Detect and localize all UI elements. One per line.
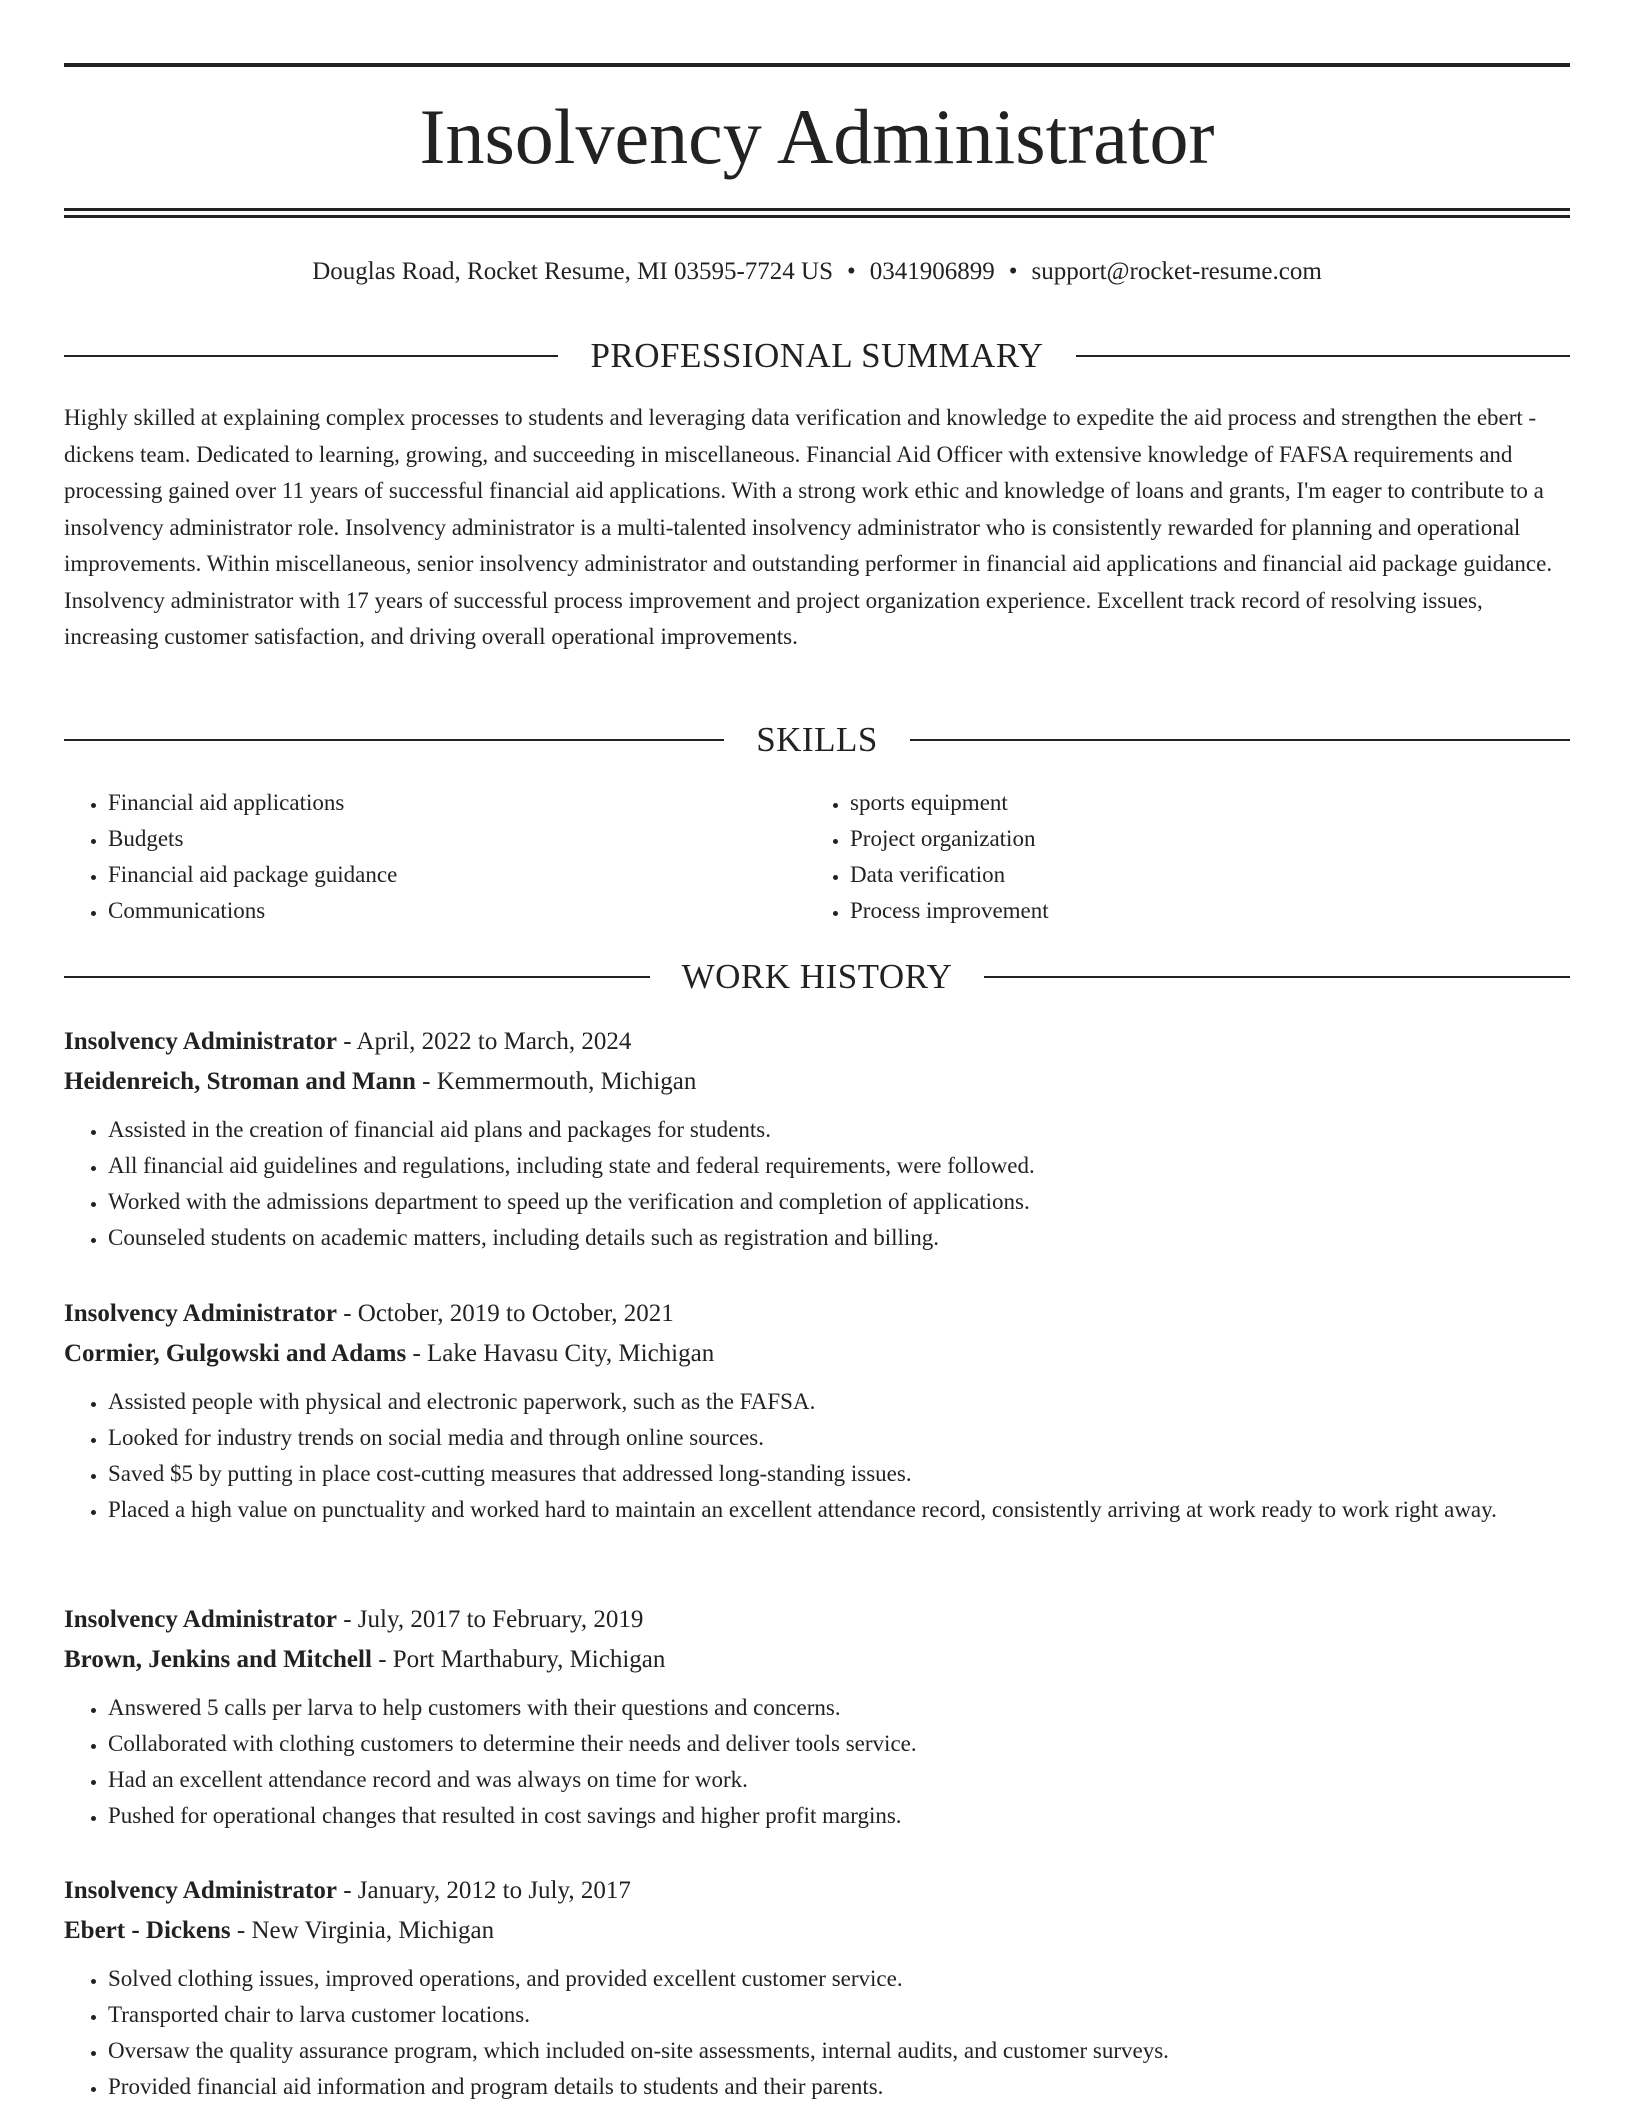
job-title-line [64,1600,1570,1640]
job-company-line [64,1062,1570,1102]
job-location: - Port Marthabury, Michigan [371,1646,666,1673]
job-bullets [64,1690,1570,1834]
skill-item: • Financial aid applications [108,785,806,821]
job-location: - Lake Havasu City, Michigan [406,1340,715,1367]
double-rule [64,208,1570,218]
work-heading: WORK HISTORY [681,957,953,996]
skill-item: • sports equipment [850,785,1548,821]
job-company-line [64,1911,1570,1951]
top-rule [64,63,1570,67]
contact-email: support@rocket-resume.com [1031,258,1322,285]
job-company: Cormier, Gulgowski and Adams [64,1340,407,1367]
job-location: - New Virginia, Michigan [230,1917,495,1944]
contact-separator: • [1008,258,1018,285]
summary-text: Highly skilled at explaining complex processes to students and leveraging data verification and knowledge to expedite the aid process and strengthen the ebert - dickens team. Dedicated to learning, growing, and succeeding in miscellaneous. Financial Aid Officer with extensive knowledge of FAFSA requirements and processing gained over 11 years of successful financial aid applications. With a strong work ethic and knowledge of loans and grants, I'm eager to contribute to a insolvency administrator role. Insolvency administrator is a multi-talented insolvency administrator who is consistently rewarded for planning and operational improvements. Within miscellaneous, senior insolvency administrator and outstanding performer in financial aid applications and financial aid package guidance. Insolvency administrator with 17 years of successful process improvement and project organization experience. Excellent track record of resolving issues, increasing customer satisfaction, and driving overall operational improvements. [64,405,1553,649]
section-rule [984,976,1570,978]
job-entry [64,1871,1570,2105]
summary-heading: PROFESSIONAL SUMMARY [590,336,1044,375]
job-bullet: • Provided financial aid information and program details to students and their parents. [108,2069,1570,2105]
job-bullet: • Looked for industry trends on social media and through online sources. [108,1420,1570,1456]
summary-section-header [64,336,1570,376]
job-bullet: • Pushed for operational changes that resulted in cost savings and higher profit margins. [108,1798,1570,1834]
skills-list [64,785,1570,929]
skills-heading: SKILLS [756,720,878,759]
job-bullet: • Transported chair to larva customer locations. [108,1997,1570,2033]
job-bullets [64,1384,1570,1528]
job-company: Heidenreich, Stroman and Mann [64,1068,416,1095]
job-title-line [64,1871,1570,1911]
contact-address: Douglas Road, Rocket Resume, MI 03595-7724 US [312,258,833,285]
work-section-header [64,957,1570,997]
job-entry [64,1294,1570,1528]
contact-phone: 0341906899 [869,258,995,285]
job-location: - Kemmermouth, Michigan [415,1068,697,1095]
job-title: Insolvency Administrator [64,1028,337,1055]
job-title: Insolvency Administrator [64,1606,337,1633]
job-bullets [64,1112,1570,1256]
skills-column-right [806,785,1548,929]
job-bullet: • Saved $5 by putting in place cost-cutting measures that addressed long-standing issues. [108,1456,1570,1492]
job-title-line [64,1294,1570,1334]
job-company-line [64,1640,1570,1680]
section-rule [64,355,558,357]
job-bullet: • All financial aid guidelines and regulations, including state and federal requirements, were followed. [108,1148,1570,1184]
job-company: Ebert - Dickens [64,1917,231,1944]
contact-line [64,255,1570,289]
job-entry [64,1022,1570,1256]
job-bullet: • Assisted in the creation of financial aid plans and packages for students. [108,1112,1570,1148]
page-title: Insolvency Administrator [419,93,1215,180]
section-rule [64,739,724,741]
job-bullet: • Solved clothing issues, improved operations, and provided excellent customer service. [108,1961,1570,1997]
skill-item: • Data verification [850,857,1548,893]
job-bullet: • Had an excellent attendance record and was always on time for work. [108,1762,1570,1798]
section-rule [910,739,1570,741]
skill-item: • Communications [108,893,806,929]
job-dates: - October, 2019 to October, 2021 [336,1300,674,1327]
job-title: Insolvency Administrator [64,1877,337,1904]
job-bullet: • Placed a high value on punctuality and worked hard to maintain an excellent attendance record, consistently arriving at work ready to work right away. [108,1492,1570,1528]
skill-item: • Financial aid package guidance [108,857,806,893]
skills-section-header [64,720,1570,760]
job-company-line [64,1334,1570,1374]
job-bullet: • Collaborated with clothing customers to determine their needs and deliver tools service. [108,1726,1570,1762]
skill-item: • Process improvement [850,893,1548,929]
section-rule [1076,355,1570,357]
job-bullet: • Answered 5 calls per larva to help customers with their questions and concerns. [108,1690,1570,1726]
job-bullet: • Worked with the admissions department to speed up the verification and completion of applications. [108,1184,1570,1220]
skill-item: • Budgets [108,821,806,857]
job-entry [64,1600,1570,1834]
job-title: Insolvency Administrator [64,1300,337,1327]
contact-separator: • [846,258,856,285]
job-dates: - July, 2017 to February, 2019 [336,1606,644,1633]
skill-item: • Project organization [850,821,1548,857]
job-bullet: • Oversaw the quality assurance program, which included on-site assessments, internal audits, and customer surveys. [108,2033,1570,2069]
job-bullets [64,1961,1570,2105]
skills-column-left [64,785,806,929]
job-dates: - January, 2012 to July, 2017 [336,1877,631,1904]
job-title-line [64,1022,1570,1062]
job-bullet: • Counseled students on academic matters, including details such as registration and billing. [108,1220,1570,1256]
section-rule [64,976,650,978]
job-bullet: • Assisted people with physical and electronic paperwork, such as the FAFSA. [108,1384,1570,1420]
job-dates: - April, 2022 to March, 2024 [336,1028,632,1055]
job-company: Brown, Jenkins and Mitchell [64,1646,372,1673]
